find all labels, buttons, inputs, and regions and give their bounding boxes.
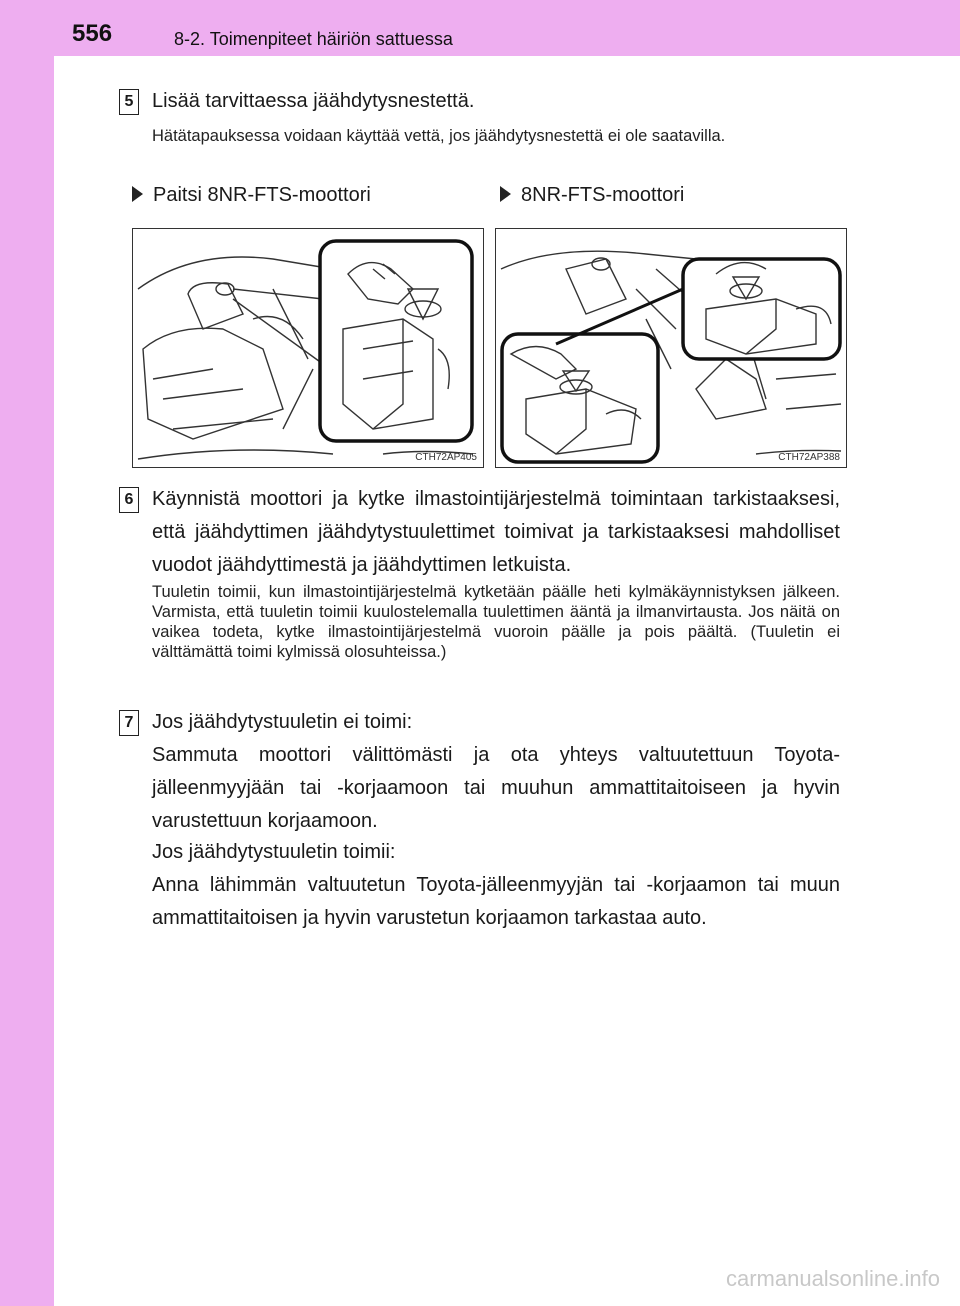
step-7-text-fan-working: Anna lähimmän valtuutetun Toyota-jälleenmyyjän tai -korjaamon tai muun ammattitaitoisen ja hyvin varustetun korjaamon tarkastaa auto. [152,874,840,929]
triangle-bullet-icon [132,186,143,202]
triangle-bullet-icon [500,186,511,202]
section-title: 8-2. Toimenpiteet häiriön sattuessa [174,29,453,49]
figure-right-code: CTH72AP388 [778,452,840,463]
step-7-text-fan-not-working: Sammuta moottori välittömästi ja ota yhteys valtuutettuun Toyota-jälleenmyyjään tai -korjaamoon tai muuhun ammattitaitoiseen ja hyvin varustettuun korjaamoon. [152,744,840,832]
side-tab-bar [0,0,54,1306]
step-6-title: Käynnistä moottori ja kytke ilmastointijärjestelmä toimintaan tarkistaaksesi, että jäähdyttimen jäähdytystuulettimet toimivat ja tarkistaaksesi mahdolliset vuodot jäähdyttimestä ja jäähdyttimen letkuista. [152,488,840,576]
step-number-6: 6 [119,487,139,513]
figure-right-caption: 8NR-FTS-moottori [500,184,684,207]
figure-left-caption: Paitsi 8NR-FTS-moottori [132,184,371,207]
page-number: 556 [72,20,113,47]
coolant-refill-right-drawing [496,229,847,468]
engine-illustration-left [132,228,484,468]
step-7-heading-fan-not-working: Jos jäähdytystuuletin ei toimi: [152,711,413,733]
step-number-7: 7 [119,710,139,736]
step-number-5: 5 [119,89,139,115]
step-6-note: Tuuletin toimii, kun ilmastointijärjestelmä kytketään päälle heti kylmäkäynnistyksen jälkeen. Varmista, että tuuletin toimii kuulostelemalla tuulettimen ääntä ja ilmanvirtausta. Jos näitä on vaikea todeta, kytke ilmastointijärjestelmä vuoroin päälle ja pois päältä. (Tuuletin ei välttämättä toimi kylmissä olosuhteissa.) [152,583,840,661]
engine-illustration-right [495,228,847,468]
step-5-title: Lisää tarvittaessa jäähdytysnestettä. [152,90,475,112]
step-5-note: Hätätapauksessa voidaan käyttää vettä, jos jäähdytysnestettä ei ole saatavilla. [152,127,726,145]
figure-left-code: CTH72AP405 [415,452,477,463]
coolant-refill-left-drawing [133,229,484,468]
step-7-heading-fan-working: Jos jäähdytystuuletin toimii: [152,841,396,863]
watermark: carmanualsonline.info [725,1266,940,1291]
